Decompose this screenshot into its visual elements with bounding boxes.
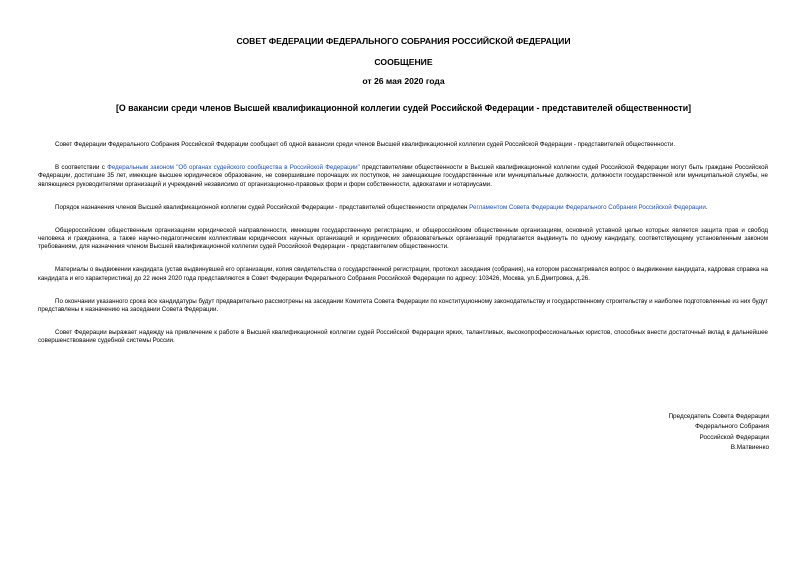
paragraph-4: Общероссийским общественным организациям юридической направленности, имеющим государственную регистрацию, и общероссийским общественным организациям, основной уставной целью которых является защита прав и свобод человека и гражданина, а также научно-педагогическим коллективам юридических научных организаций и юридических образовательных организаций предлагается выдвинуть по одному кандидату, соответствующему установленным законом требованиям, для назначения членом Высшей квалификационной коллегии судей Российской Федерации - представителем общественности. xyxy=(38,226,768,251)
document-body xyxy=(38,141,768,346)
paragraph-3-text-end: . xyxy=(705,203,708,211)
signature-country: Российской Федерации xyxy=(699,433,769,441)
paragraph-2 xyxy=(38,164,768,189)
paragraph-6: По окончании указанного срока все кандидатуры будут предварительно рассмотрены на заседании Комитета Совета Федерации по конституционному законодательству и государственному строительству и наиболее подготовленные из них будут представлены к назначению на заседании Совета Федерации. xyxy=(38,297,768,313)
paragraph-2-text-start: В соответствии с xyxy=(55,163,108,171)
signature-block xyxy=(668,412,769,454)
signature-body: Федерального Собрания xyxy=(695,423,769,431)
paragraph-3 xyxy=(38,204,768,212)
issuer-title: СОВЕТ ФЕДЕРАЦИИ ФЕДЕРАЛЬНОГО СОБРАНИЯ РОССИЙСКОЙ ФЕДЕРАЦИИ xyxy=(236,36,571,46)
signature-position: Председатель Совета Федерации xyxy=(668,413,769,420)
document-date: от 26 мая 2020 года xyxy=(362,76,445,86)
document-type: СООБЩЕНИЕ xyxy=(374,57,433,67)
document-subject: [О вакансии среди членов Высшей квалификационной коллегии судей Российской Федерации - представителей общественности] xyxy=(115,103,692,113)
paragraph-5: Материалы о выдвижении кандидата (устав выдвинувшей его организации, копия свидетельства о государственной регистрации, протокол заседания (собрания), на котором рассматривался вопрос о выдвижении кандидата, кадровая справка на кандидата и его характеристика) до 22 июня 2020 года представляются в Совет Федерации Федерального Собрания Российской Федерации по адресу: 103426, Москва, ул.Б.Дмитровка, д.26. xyxy=(38,266,768,282)
federal-law-link[interactable]: Федеральным законом "Об органах судейского сообщества в Российской Федерации" xyxy=(107,163,360,171)
regulations-link[interactable]: Регламентом Совета Федерации Федерального Собрания Российской Федерации xyxy=(469,203,706,211)
signature-name: В.Матвиенко xyxy=(730,444,769,452)
paragraph-3-text-start: Порядок назначения членов Высшей квалификационной коллегии судей Российской Федерации - представителей общественности определен xyxy=(55,203,470,211)
paragraph-2-text-end: представителями общественности в Высшей квалификационной коллегии судей Российской Федерации могут быть граждане Российской Федерации, достигшие 35 лет, имеющие высшее юридическое образование, не совершившие порочащих их поступков, не замещающие государственные или муниципальные должности, должности государственной или муниципальной службы, не являющиеся руководителями организаций и учреждений независимо от организационно-правовых форм и форм собственности, адвокатами и нотариусами. xyxy=(38,163,768,188)
paragraph-1: Совет Федерации Федерального Собрания Российской Федерации сообщает об одной вакансии среди членов Высшей квалификационной коллегии судей Российской Федерации - представителей общественности. xyxy=(55,141,676,148)
paragraph-7: Совет Федерации выражает надежду на привлечение к работе в Высшей квалификационной коллегии судей Российской Федерации ярких, талантливых, высокопрофессиональных юристов, способных внести достаточный вклад в дальнейшее совершенствование судебной системы России. xyxy=(38,328,768,345)
